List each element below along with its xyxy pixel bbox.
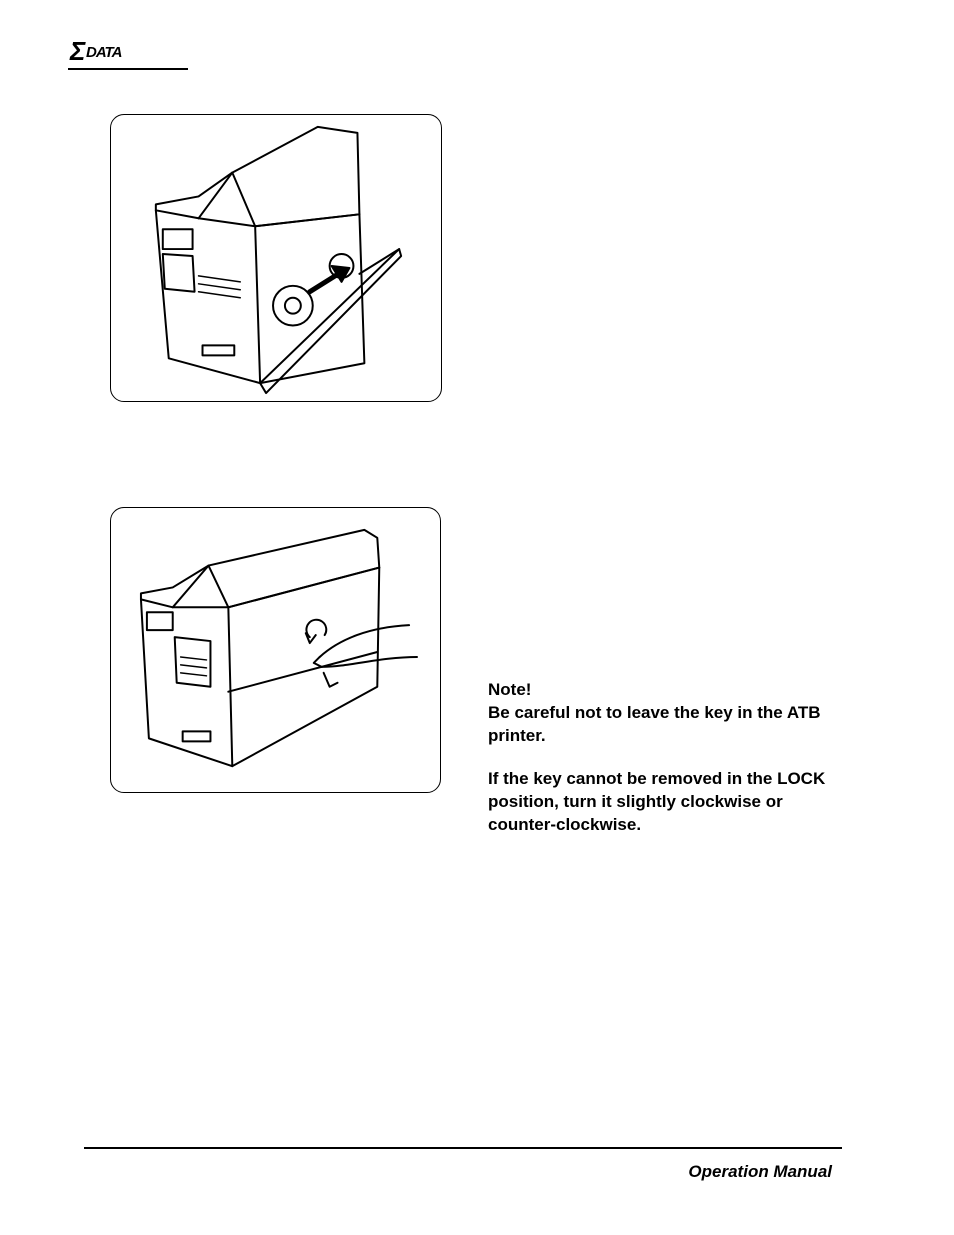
figure-printer-open-cover (110, 114, 442, 402)
logo-text: DATA (86, 44, 122, 61)
printer-open-cover-illustration (111, 115, 441, 401)
note-title: Note! (488, 680, 532, 699)
note-line-lock: If the key cannot be removed in the LOCK position, turn it slightly clockwise or counter-clockwise. (488, 769, 826, 834)
printer-key-lock-illustration (111, 508, 440, 792)
logo-underline (68, 68, 188, 70)
figure-printer-key-lock (110, 507, 441, 793)
brand-logo (68, 38, 190, 72)
logo-sigma: Σ (70, 36, 86, 66)
note-block (488, 678, 848, 836)
footer-label: Operation Manual (688, 1162, 832, 1181)
footer-rule (84, 1147, 842, 1149)
note-line-key: Be careful not to leave the key in the ATB printer. (488, 703, 821, 745)
